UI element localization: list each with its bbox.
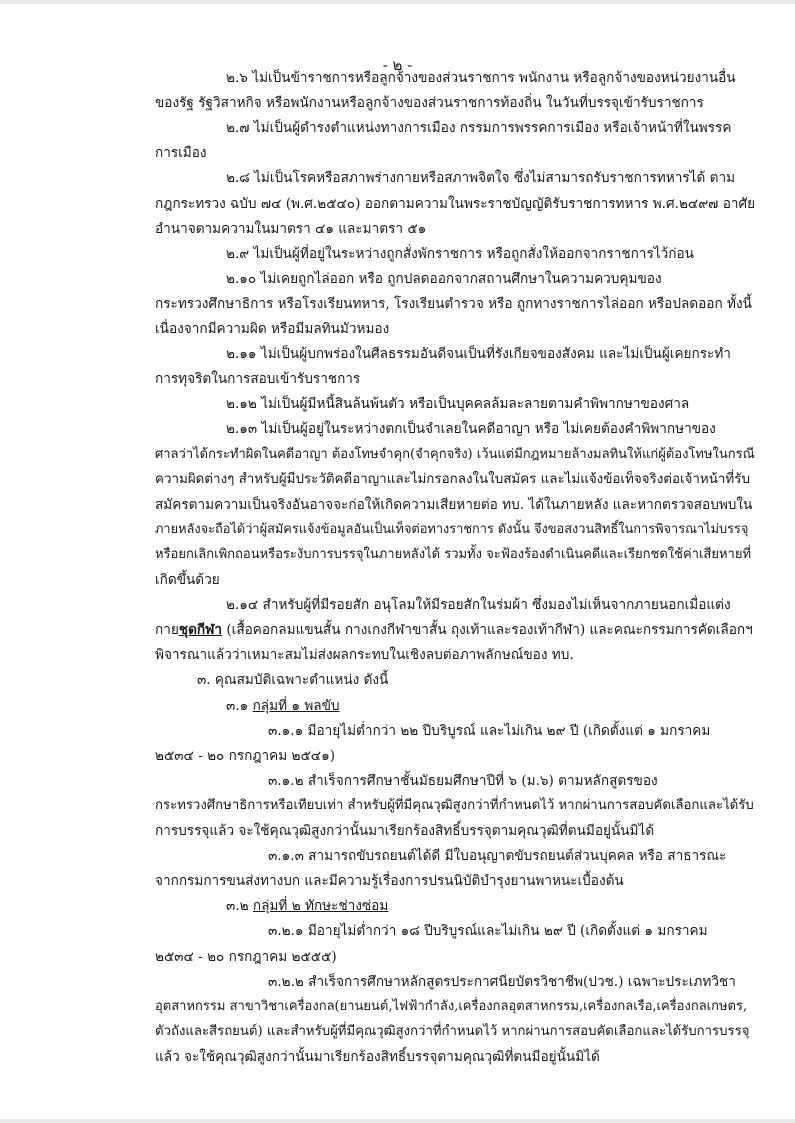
text-line: ๒.๑๒ ไม่เป็นผู้มีหนี้สินล้นพ้นตัว หรือเป็นบุคคลล้มละลายตามคำพิพากษาของศาล <box>226 396 690 413</box>
text-line: กระทรวงศึกษาธิการ หรือโรงเรียนทหาร, โรงเรียนตำรวจ หรือ ถูกทางราชการไล่ออก หรือปลดออก ทั้งนี้ <box>155 295 752 312</box>
text-line: การบรรจุแล้ว จะใช้คุณวุฒิสูงกว่านั้นมาเรียกร้องสิทธิ์บรรจุตามคุณวุฒิที่ตนมีอยู่นั้นมิได้ <box>155 823 655 839</box>
text-line: ความผิดต่างๆ สำหรับผู้มีประวัติคดีอาญาและไม่กรอกลงในใบสมัคร และไม่แจ้งข้อเท็จจริงต่อเจ้าหน้าที่รับ <box>155 471 750 487</box>
text-line: กระทรวงศึกษาธิการหรือเทียบเท่า สำหรับผู้ที่มีคุณวุฒิสูงกว่าที่กำหนดไว้ หากผ่านการสอบคัดเลือกและได้รับ <box>155 797 754 813</box>
text-line: ๒.๖ ไม่เป็นข้าราชการหรือลูกจ้างของส่วนราชการ พนักงาน หรือลูกจ้างของหน่วยงานอื่น <box>226 70 736 86</box>
text-line: ของรัฐ รัฐวิสาหกิจ หรือพนักงานหรือลูกจ้างของส่วนราชการท้องถิ่น ในวันที่บรรจุเข้ารับราชการ <box>155 95 704 112</box>
text-line: เกิดขึ้นด้วย <box>155 572 220 588</box>
text-segment: (เสื้อคอกลมแขนสั้น กางเกงกีฬาขาสั้น ถุงเท้าและรองเท้ากีฬา) และคณะกรรมการคัดเลือกฯ <box>222 622 753 639</box>
text-line: พิจารณาแล้วว่าเหมาะสมไม่ส่งผลกระทบในเชิงลบต่อภาพลักษณ์ของ ทบ. <box>155 647 574 664</box>
text-line: เนื่องจากมีความผิด หรือมีมลทินมัวหมอง <box>155 321 390 337</box>
group-heading <box>226 696 340 716</box>
text-segment: ๓.๑ <box>226 697 253 714</box>
text-line: ๓.๑.๓ สามารถขับรถยนต์ได้ดี มีใบอนุญาตขับรถยนต์ส่วนบุคคล หรือ สาธารณะ <box>268 848 727 865</box>
text-line: ๓.๒.๒ สำเร็จการศึกษาหลักสูตรประกาศนียบัตรวิชาชีพ(ปวช.) เฉพาะประเภทวิชา <box>268 973 736 990</box>
text-segment: กาย <box>155 622 179 639</box>
scan-edge-top <box>0 0 795 4</box>
scan-edge-bottom <box>0 1119 795 1123</box>
text-line: ๓.๒.๑ มีอายุไม่ต่ำกว่า ๑๘ ปีบริบูรณ์และไม่เกิน ๒๙ ปี (เกิดตั้งแต่ ๑ มกราคม <box>268 923 708 940</box>
text-line: ศาลว่าได้กระทำผิดในคดีอาญา ต้องโทษจำคุก(จำคุกจริง) เว้นแต่มีกฎหมายล้างมลทินให้แก่ผู้ต้องโทษในกรณี <box>155 446 755 462</box>
section-heading: ๓. คุณสมบัติเฉพาะตำแหน่ง ดังนี้ <box>197 672 389 689</box>
text-segment: ๓.๒ <box>226 898 253 915</box>
text-line: ๒.๑๐ ไม่เคยถูกไล่ออก หรือ ถูกปลดออกจากสถานศึกษาในความควบคุมของ <box>226 270 662 287</box>
group-title: กลุ่มที่ ๑ พลขับ <box>252 697 340 714</box>
text-line: ๒๕๓๔ - ๒๐ กรกฎาคม ๒๕๕๕) <box>155 948 337 965</box>
text-line: ๒.๘ ไม่เป็นโรคหรือสภาพร่างกายหรือสภาพจิตใจ ซึ่งไม่สามารถรับราชการทหารได้ ตาม <box>226 170 736 187</box>
text-line: ภายหลังจะถือได้ว่าผู้สมัครแจ้งข้อมูลอันเป็นเท็จต่อทางราชการ ดังนั้น จึงขอสงวนสิทธิ์ในการพิจารณาไม่บรรจุ <box>155 521 749 537</box>
underlined-term: ชุดกีฬา <box>178 622 223 639</box>
text-line: ตัวถังและสีรถยนต์) และสำหรับผู้ที่มีคุณวุฒิสูงกว่าที่กำหนดไว้ หากผ่านการสอบคัดเลือกและได้รับการบรรจุ <box>155 1023 750 1039</box>
text-line: หรือยกเลิกเพิกถอนหรือระงับการบรรจุในภายหลังได้ รวมทั้ง จะฟ้องร้องดำเนินคดีและเรียกชดใช้ค่าเสียหายที่ <box>155 546 752 562</box>
text-line: ๒.๑๑ ไม่เป็นผู้บกพร่องในศีลธรรมอันดีจนเป็นที่รังเกียจของสังคม และไม่เป็นผู้เคยกระทำ <box>226 346 731 363</box>
text-line: การทุจริตในการสอบเข้ารับราชการ <box>155 371 361 388</box>
text-line <box>155 620 753 640</box>
text-line: ๒.๗ ไม่เป็นผู้ดำรงตำแหน่งทางการเมือง กรรมการพรรคการเมือง หรือเจ้าหน้าที่ในพรรค <box>226 120 732 137</box>
text-line: ๒๕๓๔ - ๒๐ กรกฎาคม ๒๕๔๑) <box>155 747 336 764</box>
text-line: จากกรมการขนส่งทางบก และมีความรู้เรื่องการปรนนิบัติบำรุงยานพาหนะเบื้องต้น <box>155 873 624 890</box>
group-heading <box>226 896 388 916</box>
text-line: กฎกระทรวง ฉบับ ๗๔ (พ.ศ.๒๕๔๐) ออกตามความในพระราชบัญญัติรับราชการทหาร พ.ศ.๒๔๙๗ อาศัย <box>155 195 756 212</box>
text-line: การเมือง <box>155 145 207 162</box>
text-line: อุตสาหกรรม สาขาวิชาเครื่องกล(ยานยนต์,ไฟฟ้ากำลัง,เครื่องกลอุตสาหกรรม,เครื่องกลเรือ,เครื่องกลเกษตร, <box>155 998 748 1014</box>
group-title: กลุ่มที่ ๒ ทักษะช่างซ่อม <box>252 898 389 915</box>
text-line: ๓.๑.๒ สำเร็จการศึกษาชั้นมัธยมศึกษาปีที่ ๖ (ม.๖) ตามหลักสูตรของ <box>268 772 658 789</box>
text-line: แล้ว จะใช้คุณวุฒิสูงกว่านั้นมาเรียกร้องสิทธิ์บรรจุตามคุณวุฒิที่ตนมีอยู่นั้นมิได้ <box>155 1048 600 1065</box>
page-number: - ๒ - <box>382 56 413 74</box>
text-line: สมัครตามความเป็นจริงอันอาจจะก่อให้เกิดความเสียหายต่อ ทบ. ได้ในภายหลัง และหากตรวจสอบพบใน <box>155 496 753 513</box>
text-line: ๒.๙ ไม่เป็นผู้ที่อยู่ในระหว่างถูกสั่งพักราชการ หรือถูกสั่งให้ออกจากราชการไว้ก่อน <box>226 245 694 262</box>
text-line: ๒.๑๔ สำหรับผู้ที่มีรอยสัก อนุโลมให้มีรอยสักในร่มผ้า ซึ่งมองไม่เห็นจากภายนอกเมื่อแต่ง <box>226 597 731 614</box>
text-line: อำนาจตามความในมาตรา ๔๑ และมาตรา ๕๑ <box>155 220 427 237</box>
text-line: ๒.๑๓ ไม่เป็นผู้อยู่ในระหว่างตกเป็นจำเลยในคดีอาญา หรือ ไม่เคยต้องคำพิพากษาของ <box>226 421 716 438</box>
text-line: ๓.๑.๑ มีอายุไม่ต่ำกว่า ๒๒ ปีบริบูรณ์ และไม่เกิน ๒๙ ปี (เกิดตั้งแต่ ๑ มกราคม <box>268 722 711 739</box>
